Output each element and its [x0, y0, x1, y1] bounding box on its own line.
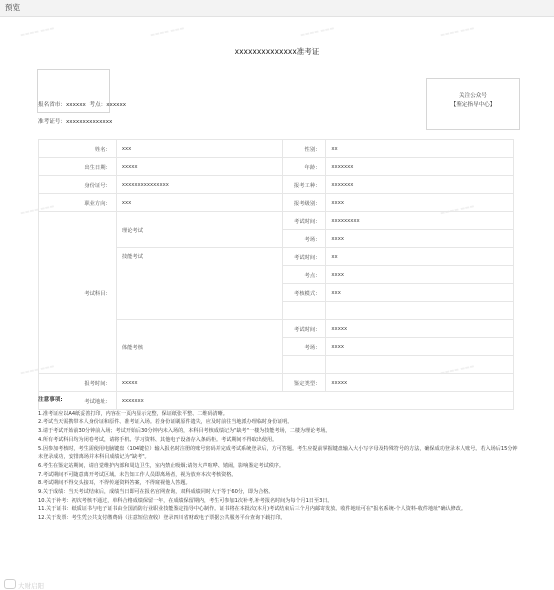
gender-value: xx: [326, 140, 514, 158]
theory-exam-label: 理论考试: [116, 212, 282, 248]
note-item: 2.考试当天需携带本人身份证和原件、准考证入场。若身份证刷原件遗失，应及时前往当地派办理临时身份证明。: [38, 419, 293, 426]
ticket-title: xxxxxxxxxxxxxx准考证: [234, 47, 320, 56]
watermark: ▬▬▬▬ ▬▬▬: [149, 25, 185, 39]
note-item: 10.关于补考：初次考核不通过，单科合格成绩保留一年，在成绩保留期内，考生可参加1次补考,补考报名时间为每个月1日至3日。: [38, 497, 333, 504]
watermark: ▬▬▬▬ ▬▬▬: [439, 363, 475, 377]
watermark: ▬▬▬▬ ▬▬▬: [439, 25, 475, 39]
admission-ticket-page: [0, 17, 554, 590]
direction-value: xxx: [116, 194, 282, 212]
theory-time-value: xxxxxxxxx: [326, 212, 514, 230]
gender-label: 性别：: [282, 140, 326, 158]
register-time-value: xxxxx: [116, 374, 282, 392]
skill-mode-value: xxx: [326, 284, 514, 302]
age-value: xxxxxxx: [326, 158, 514, 176]
note-item: 4.所有考试科目均为闭卷考试，请将手机、学习资料、其他电子设备存入条码柜。考试期间不得取出使用。: [38, 436, 278, 443]
qr-caption-line2: 【鉴定指导中心】: [450, 102, 496, 108]
qr-code-box: [426, 78, 520, 130]
ticket-number-value: xxxxxxxxxxxxxx: [65, 119, 113, 125]
level-value: xxxx: [326, 194, 514, 212]
appraisal-type-label: 鉴定类型：: [282, 374, 326, 392]
empty-cell: [326, 302, 514, 320]
name-label: 姓名：: [39, 140, 117, 158]
physical-room-label: 考场：: [282, 338, 326, 356]
empty-cell: [326, 356, 514, 377]
table-row: [39, 140, 514, 158]
notes-heading: 注意事项:: [38, 397, 63, 403]
note-item: 8.考试期间不得交头接耳，不得传递资料答案，不得窥视他人答题。: [38, 480, 191, 487]
physical-time-value: xxxxx: [326, 320, 514, 338]
skill-exam-label: 技能考试: [116, 248, 282, 320]
note-item: 5.因参加考核时，考生需使用电脑键盘（104键位）输入报名时注册的账号密码并完成考试系统登录后，方可答题。考生应提前掌握键盘输入大小写字母及特殊符号的方法，确保成功登录本人账号。若入场后15分钟未登录成功，安排离场并本科目成绩记为"缺考"。: [38, 445, 518, 461]
watermark: ▬▬▬▬ ▬▬▬: [19, 203, 55, 217]
theory-room-value: xxxx: [326, 230, 514, 248]
skill-time-label: 考试时间：: [282, 248, 326, 266]
brand-logo: [4, 579, 44, 590]
watermark: ▬▬▬▬ ▬▬▬: [439, 203, 475, 217]
physical-time-label: 考试时间：: [282, 320, 326, 338]
exam-address-value: xxxxxxx: [116, 392, 513, 410]
id-number-value: xxxxxxxxxxxxxxx: [116, 176, 282, 194]
watermark: ▬▬▬▬ ▬▬▬: [19, 363, 55, 377]
preview-titlebar: [0, 0, 554, 17]
subjects-label: 考试科目：: [39, 212, 117, 374]
note-item: 3.请于考试开始前30分钟前入场；考试开始后30分钟内未入场的，本科目考核成绩记为"缺考"一楼为技能考场，二楼为理论考场。: [38, 428, 331, 435]
birth-label: 出生日期：: [39, 158, 117, 176]
theory-time-label: 考试时间：: [282, 212, 326, 230]
note-item: 12.关于发票：考生凭公共支付缴费码（注意短信查收）登录四川省财政电子票据公共服务平台查询下载打印。: [38, 515, 286, 522]
level-label: 报考级别：: [282, 194, 326, 212]
register-time-label: 报考时间：: [39, 374, 117, 392]
exam-city-row: [38, 100, 126, 108]
age-label: 年龄：: [282, 158, 326, 176]
id-number-label: 身份证号：: [39, 176, 117, 194]
ticket-number-label: 准考证号：: [38, 119, 66, 125]
table-row: [39, 176, 514, 194]
logo-icon: [4, 579, 16, 589]
job-type-label: 报考工种：: [282, 176, 326, 194]
note-item: 7.考试期间不可随意离开考试区域。未告知工作人员即离场者，视为放弃本次考核资格。: [38, 471, 237, 478]
logo-text: 大财启阳: [18, 582, 44, 590]
empty-cell: [282, 302, 326, 320]
exam-site-label: 考点：: [89, 102, 107, 108]
job-type-value: xxxxxxx: [326, 176, 514, 194]
exam-city-label: 报名省市：: [38, 102, 66, 108]
exam-city-value: xxxxxx: [65, 102, 86, 108]
preview-title: 预览: [5, 3, 20, 12]
table-row: [39, 374, 514, 392]
note-item: 11.关于证书：纸质证书与电子证书由全国消防行业职业技能鉴定指导中心制作。证书将在本批次(本月)考试结束后三个月内邮寄发放。收件地址可在"报名系统-个人资料-收件地址"确认修改。: [38, 506, 466, 513]
name-value: xxx: [116, 140, 282, 158]
birth-value: xxxxx: [116, 158, 282, 176]
theory-room-label: 考场：: [282, 230, 326, 248]
skill-site-value: xxxx: [326, 266, 514, 284]
ticket-number-row: [38, 117, 112, 125]
notes-section: [38, 396, 520, 523]
skill-time-value: xx: [326, 248, 514, 266]
physical-room-value: xxxx: [326, 338, 514, 356]
table-row: [39, 212, 514, 230]
table-row: [39, 194, 514, 212]
direction-label: 职业方向：: [39, 194, 117, 212]
candidate-info-table: [38, 139, 514, 410]
exam-address-label: 考试地址：: [39, 392, 117, 410]
watermark: ▬▬▬▬ ▬▬▬: [299, 25, 335, 39]
qr-caption-line1: 关注公众号: [459, 93, 487, 99]
exam-site-value: xxxxxx: [106, 102, 127, 108]
physical-exam-label: 体能考核: [116, 320, 282, 374]
table-row: [39, 158, 514, 176]
empty-cell: [282, 356, 326, 374]
skill-site-label: 考点：: [282, 266, 326, 284]
watermark: ▬▬▬▬ ▬▬▬: [19, 25, 55, 39]
skill-mode-label: 考核模式：: [282, 284, 326, 302]
note-item: 6.考生在鉴定站期间，请自觉维护内部和周边卫生，室内禁止吸烟;请勿大声喧哗、嬉闹，影响鉴定考试秩序。: [38, 462, 284, 469]
note-item: 1.准考证应以A4纸妥善打印，内容在一页内显示完整，保证纸张平整、二维码清晰。: [38, 410, 228, 417]
appraisal-type-value: xxxxx: [326, 374, 514, 392]
note-item: 9.关于成绩：当天考试结束后，成绩当日即可在报名官网查询，双科成绩同时大于等于60分，即为合格。: [38, 489, 274, 496]
